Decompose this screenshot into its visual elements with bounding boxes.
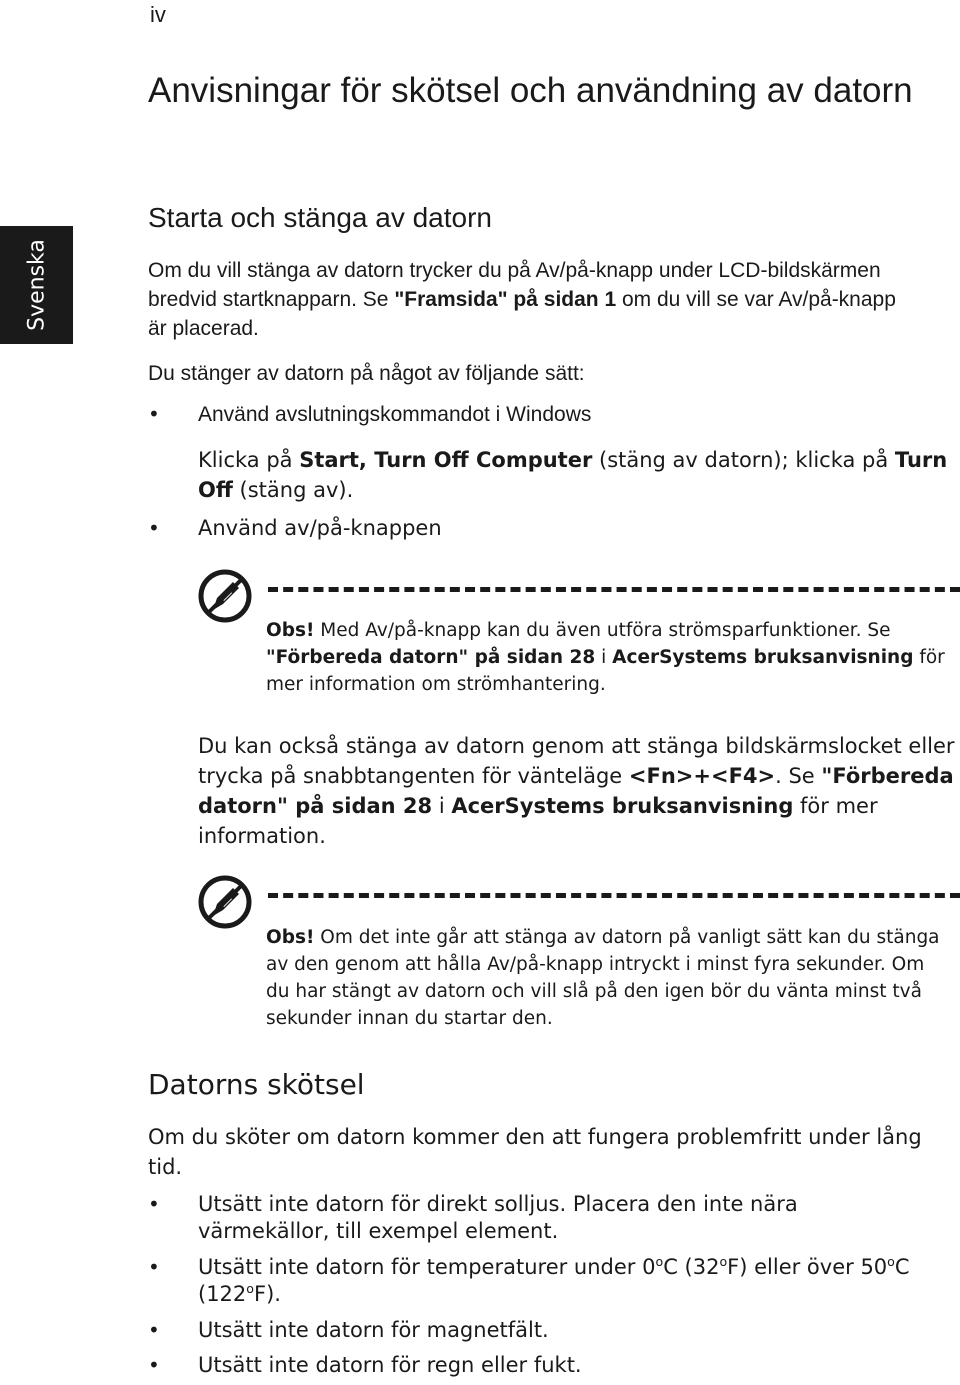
sleep-paragraph: Du kan också stänga av datorn genom att stänga bildskärmslocket eller trycka på snabbtangenten för vänteläge <Fn>+<F4>. Se "Förbereda datorn" på sidan 28 i AcerSystems bruksanvisning för mer information. <box>198 734 955 848</box>
intro-paragraph: Om du vill stänga av datorn trycker du på Av/på-knapp under LCD-bildskärmen bredvid startknapparn. Se "Framsida" på sidan 1 om du vill se var Av/på-knapp är placerad. <box>148 259 896 340</box>
section-heading-care: Datorns skötsel <box>148 1068 365 1101</box>
care-bullet-magnetic: Utsätt inte datorn för magnetfält. <box>198 1318 549 1342</box>
note-divider <box>268 893 960 898</box>
side-tab-label: Svenska <box>24 239 49 331</box>
note-pencil-icon <box>197 568 253 624</box>
care-bullet-temperature: Utsätt inte datorn för temperaturer under 0$^o$C (32$^o$F) eller över 50$^o$C (122$^o$F). <box>198 1254 910 1306</box>
page-number: iv <box>150 2 166 27</box>
note-divider <box>268 587 960 592</box>
bullet-marker: • <box>148 516 160 540</box>
care-bullet-sunlight: Utsätt inte datorn för direkt solljus. Placera den inte nära värmekällor, till exempel element. <box>198 1192 798 1243</box>
language-side-tab <box>0 226 73 344</box>
framsida-reference: "Framsida" på sidan 1 <box>394 288 617 311</box>
bullet-windows-shutdown: Använd avslutningskommandot i Windows <box>198 403 592 426</box>
bullet-marker: • <box>148 1353 160 1377</box>
bullet-marker: • <box>148 1255 160 1279</box>
bullet-power-button: Använd av/på-knappen <box>198 516 442 540</box>
bullet-marker: • <box>148 402 160 426</box>
note-power-saving: Obs! Med Av/på-knapp kan du även utföra strömsparfunktioner. Se "Förbereda datorn" på sidan 28 i AcerSystems bruksanvisning för mer information om strömhantering. <box>266 620 945 695</box>
note-pencil-icon <box>197 874 253 930</box>
care-intro: Om du sköter om datorn kommer den att fungera problemfritt under lång tid. <box>148 1125 922 1179</box>
bullet-marker: • <box>148 1192 160 1216</box>
bullet-marker: • <box>148 1318 160 1342</box>
care-bullet-moisture: Utsätt inte datorn för regn eller fukt. <box>198 1353 582 1377</box>
page-title: Anvisningar för skötsel och användning av datorn <box>148 71 913 110</box>
windows-shutdown-instructions: Klicka på Start, Turn Off Computer (stäng av datorn); klicka på Turn Off (stäng av). <box>198 448 948 502</box>
methods-lead: Du stänger av datorn på något av följande sätt: <box>148 362 585 385</box>
section-heading-start-stop: Starta och stänga av datorn <box>148 202 492 233</box>
note-force-shutdown: Obs! Om det inte går att stänga av datorn på vanligt sätt kan du stänga av den genom att hålla Av/på-knapp intryckt i minst fyra sekunder. Om du har stängt av datorn och vill slå på den igen bör du vänta minst två sekunder innan du startar den. <box>266 927 940 1029</box>
